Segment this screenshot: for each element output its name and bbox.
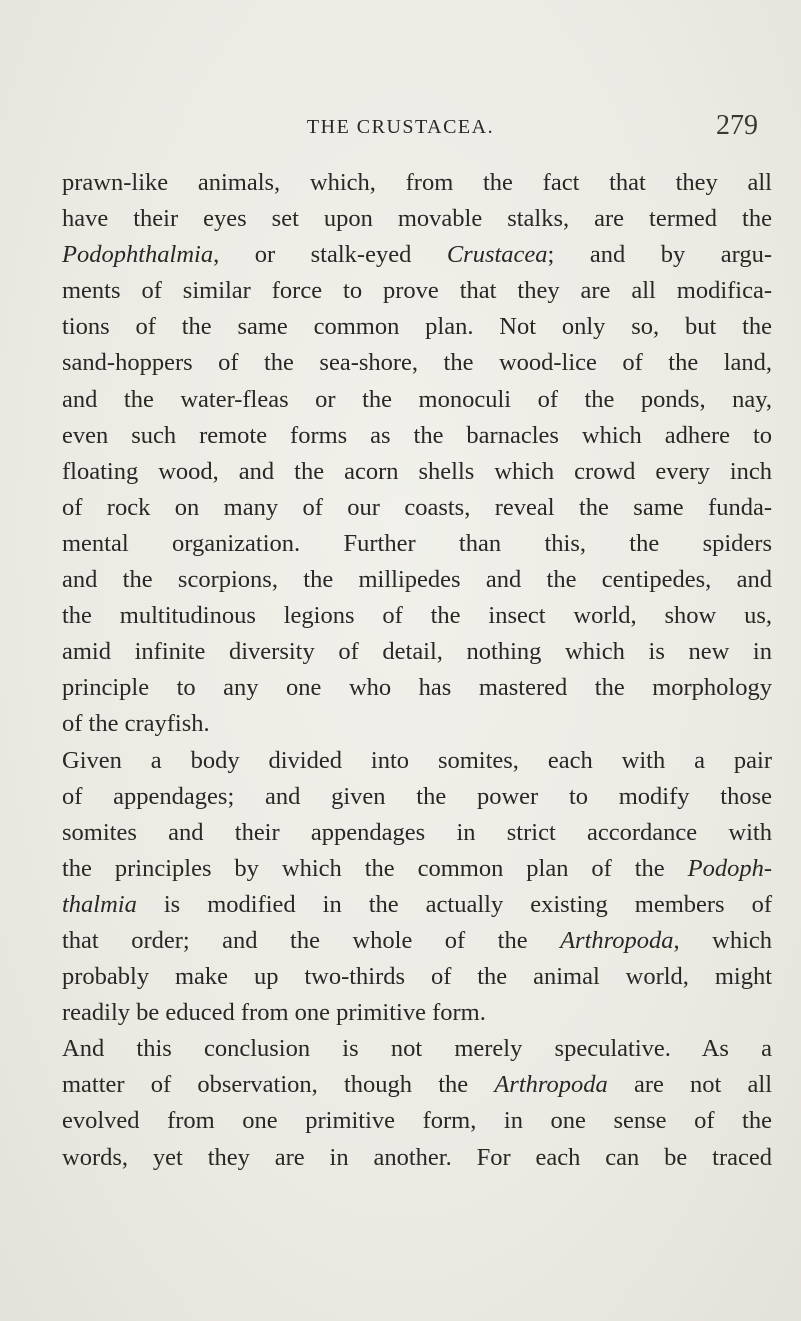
text-line: the principles by which the common plan of the Podoph- [62, 854, 772, 882]
text-line: sand-hoppers of the sea-shore, the wood-lice of the land, [62, 349, 772, 377]
text-line: have their eyes set upon movable stalks, are termed the [62, 205, 772, 233]
text-line: tions of the same common plan. Not only so, but the [62, 313, 772, 341]
text-line: And this conclusion is not merely speculative. As a [62, 1035, 772, 1063]
text-line: amid infinite diversity of detail, nothing which is new in [62, 638, 772, 666]
text-line: prawn-like animals, which, from the fact that they all [62, 169, 772, 196]
text-line: principle to any one who has mastered the morphology [62, 674, 772, 702]
italic-term: Crustacea [446, 241, 548, 269]
running-head [0, 112, 801, 142]
text-line: floating wood, and the acorn shells which crowd every inch [62, 457, 772, 485]
text-line: that order; and the whole of the Arthropoda, which [62, 926, 773, 954]
italic-term: Podoph- [687, 854, 772, 882]
page-number: 279 [716, 110, 758, 141]
italic-term: Podophthalmia [62, 241, 214, 269]
text-line: somites and their appendages in strict accordance with [62, 818, 772, 846]
text-line: of appendages; and given the power to modify those [62, 782, 772, 810]
text-line: readily be educed from one primitive form. [62, 999, 486, 1027]
text-line: and the water-fleas or the monoculi of the ponds, nay, [62, 385, 772, 413]
text-line: of the crayfish. [62, 710, 210, 738]
text-line: words, yet they are in another. For each can be traced [62, 1143, 772, 1171]
italic-term: Arthropoda [560, 926, 674, 954]
text-line: probably make up two-thirds of the animal world, might [62, 963, 772, 991]
text-line: and the scorpions, the millipedes and the centipedes, and [62, 566, 772, 594]
text-line: even such remote forms as the barnacles which adhere to [62, 421, 772, 449]
text-line: mental organization. Further than this, the spiders [62, 529, 772, 557]
italic-term: thalmia [62, 890, 137, 918]
text-line: evolved from one primitive form, in one sense of the [62, 1107, 772, 1135]
text-line: ments of similar force to prove that they are all modifica- [62, 277, 772, 305]
text-line: Given a body divided into somites, each with a pair [62, 746, 772, 774]
text-line: matter of observation, though the Arthropoda are not all [62, 1071, 773, 1099]
running-title: THE CRUSTACEA. [306, 116, 495, 138]
text-line: the multitudinous legions of the insect world, show us, [62, 602, 772, 630]
text-line: thalmia is modified in the actually existing members of [62, 890, 772, 918]
italic-term: Arthropoda [494, 1071, 608, 1099]
text-line: of rock on many of our coasts, reveal the same funda- [62, 493, 772, 521]
body-text [62, 165, 772, 1176]
text-line: Podophthalmia, or stalk-eyed Crustacea; and by argu- [62, 241, 772, 269]
